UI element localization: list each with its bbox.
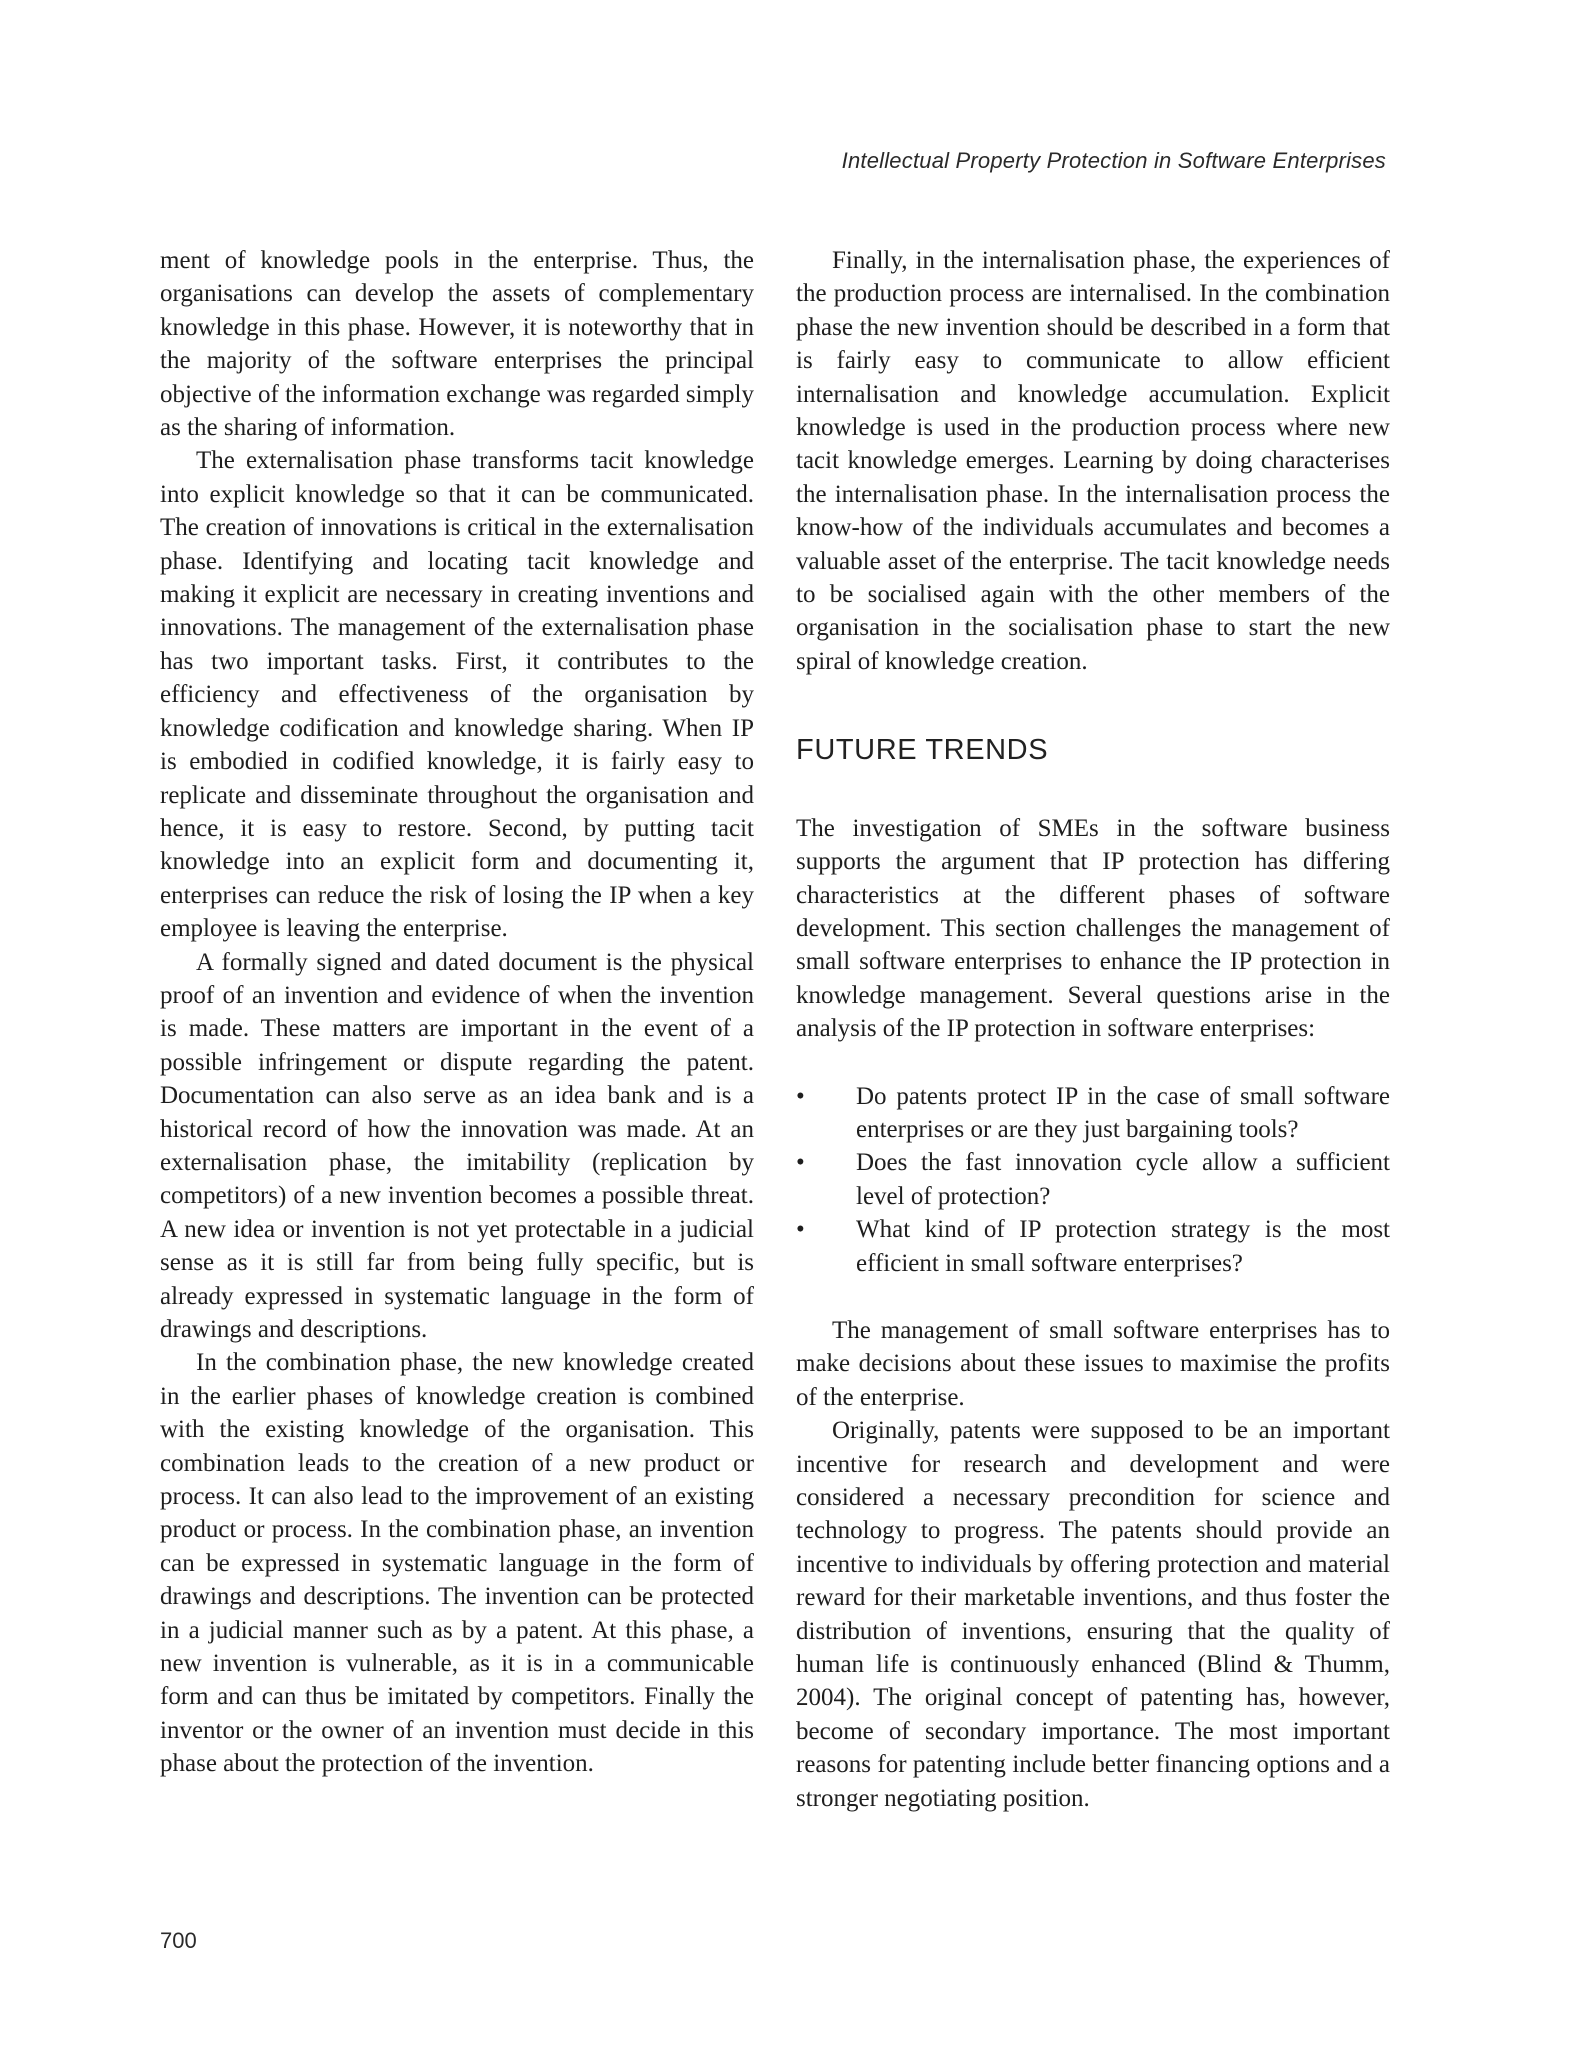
- body-paragraph: A formally signed and dated document is the physical proof of an invention and evidence of when the invention is made. These matters are important in the event of a possible infringement or dispute regarding the patent. Documentation can also serve as an idea bank and is a historical record of how the innovation was made. At an externalisation phase, the imitability (replication by competitors) of a new invention becomes a possible threat. A new idea or invention is not yet protectable in a judicial sense as it is still far from being fully specific, but is already expressed in systematic language in the form of drawings and descriptions.: [160, 948, 754, 1343]
- body-paragraph: The management of small software enterprises has to make decisions about these issues to maximise the profits of the enterprise.: [796, 1316, 1390, 1411]
- list-item: [796, 1146, 1390, 1213]
- body-paragraph: The investigation of SMEs in the software business supports the argument that IP protection has differing characteristics at the different phases of software development. This section challenges the management of small software enterprises to enhance the IP protection in knowledge management. Several questions arise in the analysis of the IP protection in software enterprises:: [796, 814, 1390, 1043]
- left-column: [160, 244, 754, 1781]
- bullet-icon: •: [796, 1149, 805, 1177]
- page-number: 700: [160, 1928, 197, 1953]
- body-paragraph: In the combination phase, the new knowledge created in the earlier phases of knowledge creation is combined with the existing knowledge of the organisation. This combination leads to the creation of a new product or process. It can also lead to the improvement of an existing product or process. In the combination phase, an invention can be expressed in systematic language in the form of drawings and descriptions. The invention can be protected in a judicial manner such as by a patent. At this phase, a new invention is vulnerable, as it is in a communicable form and can thus be imitated by competitors. Finally the inventor or the owner of an invention must decide in this phase about the protection of the invention.: [160, 1349, 754, 1778]
- right-column: [796, 244, 1390, 1815]
- question-list: [796, 1080, 1390, 1280]
- body-paragraph: Finally, in the internalisation phase, the experiences of the production process are internalised. In the combination phase the new invention should be described in a form that is fairly easy to communicate to allow efficient internalisation and knowledge accumulation. Explicit knowledge is used in the production process where new tacit knowledge emerges. Learning by doing characterises the internalisation phase. In the internalisation process the know-how of the individuals accumulates and becomes a valuable asset of the enterprise. The tacit knowledge needs to be socialised again with the other members of the organisation in the socialisation phase to start the new spiral of knowledge creation.: [796, 247, 1390, 675]
- bullet-icon: •: [796, 1216, 805, 1244]
- list-item: [796, 1080, 1390, 1147]
- list-item-text: What kind of IP protection strategy is the most efficient in small software enterprises?: [856, 1216, 1390, 1277]
- body-paragraph: The externalisation phase transforms tacit knowledge into explicit knowledge so that it can be communicated. The creation of innovations is critical in the externalisation phase. Identifying and locating tacit knowledge and making it explicit are necessary in creating inventions and innovations. The management of the externalisation phase has two important tasks. First, it contributes to the efficiency and effectiveness of the organisation by knowledge codification and knowledge sharing. When IP is embodied in codified knowledge, it is fairly easy to replicate and disseminate throughout the organisation and hence, it is easy to restore. Second, by putting tacit knowledge into an explicit form and documenting it, enterprises can reduce the risk of losing the IP when a key employee is leaving the enterprise.: [160, 447, 754, 943]
- section-heading: FUTURE TRENDS: [796, 734, 1049, 767]
- running-header: Intellectual Property Protection in Software Enterprises: [841, 148, 1386, 173]
- body-paragraph: ment of knowledge pools in the enterprise. Thus, the organisations can develop the assets of complementary knowledge in this phase. However, it is noteworthy that in the majority of the software enterprises the principal objective of the information exchange was regarded simply as the sharing of information.: [160, 247, 754, 442]
- list-item-text: Do patents protect IP in the case of small software enterprises or are they just bargaining tools?: [856, 1082, 1390, 1143]
- bullet-icon: •: [796, 1082, 805, 1110]
- list-item: [796, 1213, 1390, 1280]
- body-paragraph: Originally, patents were supposed to be an important incentive for research and development and were considered a necessary precondition for science and technology to progress. The patents should provide an incentive to individuals by offering protection and material reward for their marketable inventions, and thus foster the distribution of inventions, ensuring that the quality of human life is continuously enhanced (Blind & Thumm, 2004). The original concept of patenting has, however, become of secondary importance. The most important reasons for patenting include better financing options and a stronger negotiating position.: [796, 1417, 1390, 1812]
- list-item-text: Does the fast innovation cycle allow a sufficient level of protection?: [856, 1149, 1390, 1210]
